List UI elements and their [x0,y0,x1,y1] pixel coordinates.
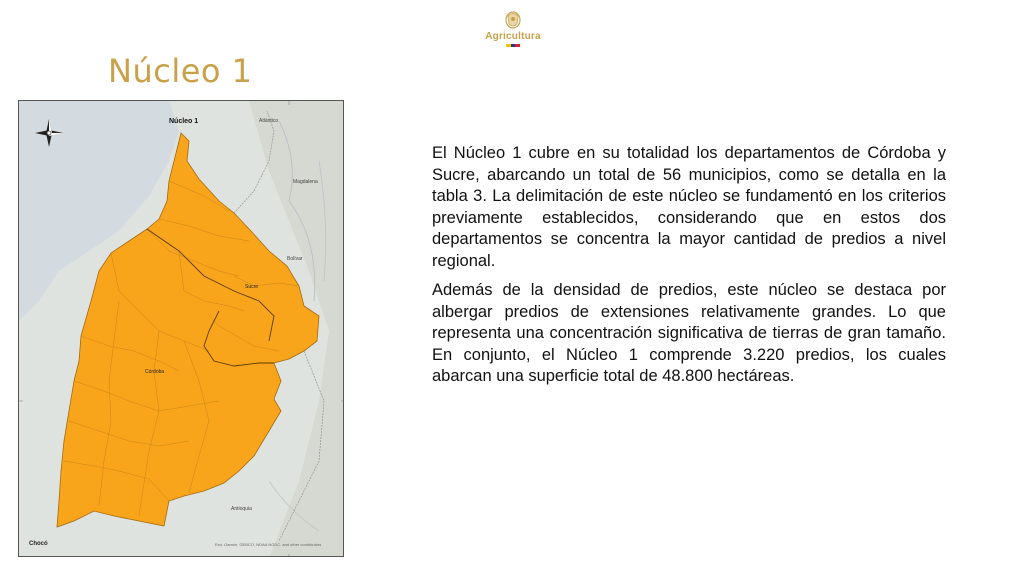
map-label-bolivar: Bolívar [287,256,303,262]
map-label-cordoba: Córdoba [145,369,165,375]
map-attribution: Esri, Garmin, GEBCO, NOAA NGDC, and other contributors [215,542,322,547]
map-title: Núcleo 1 [169,118,199,125]
map-label-antioquia: Antioquia [231,506,252,512]
paragraph-1: El Núcleo 1 cubre en su totalidad los departamentos de Córdoba y Sucre, abarcando un total de 56 municipios, como se detalla en la tabla 3. La delimitación de este núcleo se fundamentó en los criterios previamente establecidos, considerando que en estos dos departamentos se concentra la mayor cantidad de predios a nivel regional. [432,144,946,270]
paragraph-2: Además de la densidad de predios, este núcleo se destaca por albergar predios de extensiones relativamente grandes. Lo que representa una concentración significativa de tierras de gran tamaño. En conjunto, el Núcleo 1 comprende 3.220 predios, los cuales abarcan una superficie total de 48.800 hectáreas. [432,281,946,385]
ministry-seal-icon [502,10,524,30]
logo-text: Agricultura [485,31,541,42]
map-label-choco: Chocó [29,541,48,547]
map-canvas [19,101,344,557]
map-frame [18,100,344,557]
map-label-magdalena: Magdalena [293,179,318,185]
slide-title: Núcleo 1 [108,52,253,90]
colombia-flag-stripe [506,44,520,47]
body-text [432,143,946,396]
map-label-sucre: Sucre [245,284,259,290]
map-label-atlantico: Atlántico [259,118,279,124]
agricultura-logo [478,10,548,54]
